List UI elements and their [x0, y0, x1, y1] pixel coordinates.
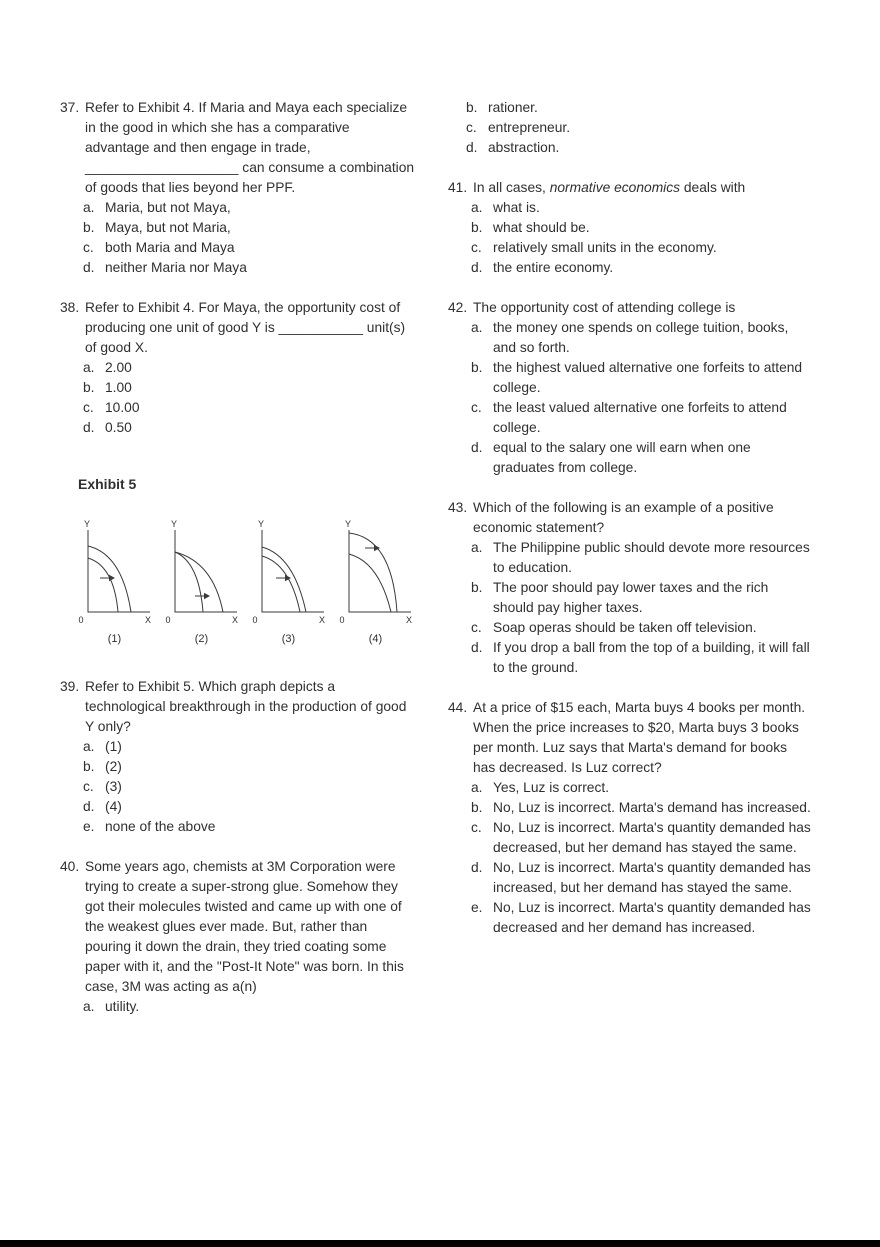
answer-option-d	[466, 138, 812, 158]
option-letter: b.	[471, 800, 483, 815]
option-letter: c.	[466, 120, 477, 135]
ppf-graph-1	[74, 518, 155, 649]
option-letter: a.	[471, 200, 483, 215]
answer-options	[83, 198, 416, 278]
option-text: Yes, Luz is correct.	[493, 780, 610, 795]
option-text: neither Maria nor Maya	[105, 260, 247, 275]
answer-option-c	[471, 398, 812, 438]
answer-option-b	[471, 358, 812, 398]
answer-option-d	[83, 418, 416, 438]
option-text: No, Luz is incorrect. Marta's quantity demanded has decreased, but her demand has stayed the same.	[493, 820, 811, 855]
answer-option-d	[83, 258, 416, 278]
scan-bottom-edge	[0, 1240, 880, 1247]
answer-option-a	[471, 778, 812, 798]
y-axis-label: Y	[344, 519, 352, 529]
origin-label: 0	[252, 615, 258, 625]
shift-arrow-head	[204, 593, 210, 599]
question-text	[85, 98, 416, 198]
question-text-segment: Refer to Exhibit 4. If Maria and Maya each specialize in the good in which she has a comparative advantage and then engage in trade, ____________________ can consume a combination of goods that lies beyond her PPF.	[85, 100, 415, 195]
ppf-graph-canvas	[74, 518, 154, 626]
answer-options	[466, 98, 812, 158]
origin-label: 0	[339, 615, 345, 625]
question-text	[473, 698, 812, 778]
option-text: No, Luz is incorrect. Marta's quantity demanded has increased, but her demand has stayed the same.	[493, 860, 811, 895]
answer-options	[471, 198, 812, 278]
option-text: If you drop a ball from the top of a building, it will fall to the ground.	[493, 640, 810, 675]
option-text: Maya, but not Maria,	[105, 220, 231, 235]
question-44	[448, 698, 812, 938]
ppf-graph-3	[248, 518, 329, 649]
answer-option-b	[471, 578, 812, 618]
option-letter: e.	[471, 900, 483, 915]
question-number: 37.	[60, 100, 80, 115]
question-number: 44.	[448, 700, 468, 715]
x-axis-label: X	[144, 615, 152, 625]
option-text: No, Luz is incorrect. Marta's quantity demanded has decreased and her demand has increased.	[493, 900, 811, 935]
option-letter: b.	[471, 580, 483, 595]
left-column	[60, 98, 416, 1037]
option-letter: c.	[471, 400, 482, 415]
ppf-graph-canvas	[161, 518, 241, 626]
question-41	[448, 178, 812, 278]
answer-option-d	[471, 438, 812, 478]
options-continuation	[468, 98, 812, 158]
answer-option-d	[471, 258, 812, 278]
option-letter: b.	[83, 220, 95, 235]
option-text: rationer.	[488, 100, 538, 115]
answer-option-a	[83, 198, 416, 218]
graph-caption: (1)	[107, 633, 122, 645]
answer-option-c	[83, 398, 416, 418]
option-text: (3)	[105, 779, 122, 794]
answer-option-a	[83, 358, 416, 378]
exhibit-title: Exhibit 5	[78, 476, 137, 492]
ppf-curve-original	[262, 556, 300, 612]
x-axis-label: X	[318, 615, 326, 625]
answer-option-c	[83, 777, 416, 797]
answer-option-c	[471, 818, 812, 858]
answer-option-d	[471, 638, 812, 678]
question-number: 39.	[60, 679, 80, 694]
option-letter: d.	[471, 440, 483, 455]
ppf-curve-shifted	[349, 533, 397, 612]
option-text: Maria, but not Maya,	[105, 200, 231, 215]
question-42	[448, 298, 812, 478]
option-letter: c.	[471, 240, 482, 255]
option-text: utility.	[105, 999, 140, 1014]
question-number: 40.	[60, 859, 80, 874]
question-body	[85, 677, 416, 837]
option-letter: d.	[83, 420, 95, 435]
question-number: 41.	[448, 180, 468, 195]
answer-option-c	[471, 238, 812, 258]
question-body	[85, 857, 416, 1017]
option-letter: a.	[471, 320, 483, 335]
answer-option-b	[83, 378, 416, 398]
option-text: equal to the salary one will earn when one graduates from college.	[493, 440, 751, 475]
ppf-graph-2	[161, 518, 242, 649]
question-text-segment: Refer to Exhibit 4. For Maya, the opportunity cost of producing one unit of good Y is ___________ unit(s) of good X.	[85, 300, 406, 355]
ppf-curve-shifted	[262, 547, 306, 612]
ppf-curve-original	[349, 554, 391, 612]
option-text: 2.00	[105, 360, 132, 375]
answer-options	[83, 737, 416, 837]
option-text: what is.	[493, 200, 540, 215]
option-letter: b.	[466, 100, 478, 115]
answer-option-e	[471, 898, 812, 938]
shift-arrow-head	[109, 575, 115, 581]
option-letter: b.	[83, 380, 95, 395]
question-text	[473, 178, 812, 198]
option-text: (1)	[105, 739, 122, 754]
option-letter: d.	[471, 860, 483, 875]
answer-option-e	[83, 817, 416, 837]
option-text: 0.50	[105, 420, 132, 435]
option-letter: a.	[83, 360, 95, 375]
option-text: 10.00	[105, 400, 140, 415]
question-number: 42.	[448, 300, 468, 315]
option-text: The poor should pay lower taxes and the rich should pay higher taxes.	[493, 580, 769, 615]
y-axis-label: Y	[170, 519, 178, 529]
x-axis-label: X	[231, 615, 239, 625]
option-text: relatively small units in the economy.	[493, 240, 717, 255]
question-body	[473, 298, 812, 478]
question-38	[60, 298, 416, 438]
option-letter: a.	[471, 780, 483, 795]
option-letter: a.	[471, 540, 483, 555]
option-text: (4)	[105, 799, 122, 814]
answer-options	[83, 358, 416, 438]
question-text-segment: The opportunity cost of attending college is	[473, 300, 736, 315]
answer-option-b	[83, 218, 416, 238]
option-text: No, Luz is incorrect. Marta's demand has increased.	[493, 800, 811, 815]
question-text-segment: Refer to Exhibit 5. Which graph depicts a technological breakthrough in the production of good Y only?	[85, 679, 407, 734]
question-text-italic-segment: normative economics	[549, 180, 681, 195]
answer-option-a	[471, 198, 812, 218]
option-letter: c.	[83, 240, 94, 255]
option-text: 1.00	[105, 380, 132, 395]
answer-option-d	[471, 858, 812, 898]
ppf-graph-canvas	[248, 518, 328, 626]
question-text	[85, 857, 416, 997]
question-text-segment: At a price of $15 each, Marta buys 4 books per month. When the price increases to $20, Marta buys 3 books per month. Luz says that Marta's demand for books has decreased. Is Luz correct?	[473, 700, 806, 775]
option-text: entrepreneur.	[488, 120, 571, 135]
axes	[262, 530, 324, 612]
question-text	[473, 498, 812, 538]
option-text: the entire economy.	[493, 260, 614, 275]
right-column	[448, 98, 812, 958]
answer-option-c	[471, 618, 812, 638]
option-text: the money one spends on college tuition, books, and so forth.	[493, 320, 789, 355]
question-body	[85, 98, 416, 278]
option-letter: d.	[471, 260, 483, 275]
option-letter: c.	[471, 820, 482, 835]
question-body	[473, 178, 812, 278]
option-letter: d.	[466, 140, 478, 155]
answer-option-c	[466, 118, 812, 138]
origin-label: 0	[78, 615, 84, 625]
option-text: the least valued alternative one forfeits to attend college.	[493, 400, 787, 435]
exhibit-graphs	[74, 518, 416, 649]
option-letter: a.	[83, 739, 95, 754]
answer-option-a	[471, 318, 812, 358]
axes	[175, 530, 237, 612]
shift-arrow-head	[285, 575, 291, 581]
answer-option-a	[83, 997, 416, 1017]
graph-caption: (2)	[194, 633, 209, 645]
question-body	[473, 698, 812, 938]
exhibit-5	[60, 474, 416, 649]
option-text: The Philippine public should devote more resources to education.	[493, 540, 810, 575]
answer-option-b	[83, 757, 416, 777]
y-axis-label: Y	[257, 519, 265, 529]
option-text: Soap operas should be taken off television.	[493, 620, 757, 635]
answer-option-d	[83, 797, 416, 817]
option-letter: b.	[471, 220, 483, 235]
question-text	[85, 298, 416, 358]
ppf-graph-canvas	[335, 518, 415, 626]
axes	[349, 530, 411, 612]
option-text: both Maria and Maya	[105, 240, 235, 255]
question-40	[60, 857, 416, 1017]
answer-options	[83, 997, 416, 1017]
graph-caption: (3)	[281, 633, 296, 645]
answer-option-c	[83, 238, 416, 258]
ppf-curve-shifted	[175, 552, 223, 612]
option-letter: c.	[471, 620, 482, 635]
question-text	[85, 677, 416, 737]
option-text: none of the above	[105, 819, 216, 834]
question-text	[473, 298, 812, 318]
ppf-curve-original	[175, 552, 203, 612]
option-letter: d.	[83, 260, 95, 275]
question-text-segment: Some years ago, chemists at 3M Corporation were trying to create a super-strong glue. Somehow they got their molecules twisted and came up with one of the weakest glues ever made. But, rather than pouring it down the drain, they tried coating some paper with it, and the "Post-It Note" was born. In this case, 3M was acting as a(n)	[85, 859, 404, 994]
option-letter: c.	[83, 400, 94, 415]
option-text: what should be.	[493, 220, 590, 235]
graph-caption: (4)	[368, 633, 383, 645]
question-body	[473, 498, 812, 678]
option-text: the highest valued alternative one forfeits to attend college.	[493, 360, 803, 395]
answer-options	[471, 538, 812, 678]
question-number: 43.	[448, 500, 468, 515]
option-text: abstraction.	[488, 140, 560, 155]
option-letter: b.	[471, 360, 483, 375]
option-letter: e.	[83, 819, 95, 834]
question-37	[60, 98, 416, 278]
origin-label: 0	[165, 615, 171, 625]
x-axis-label: X	[405, 615, 413, 625]
answer-option-b	[471, 218, 812, 238]
ppf-graph-4	[335, 518, 416, 649]
question-text-segment: deals with	[680, 180, 746, 195]
option-letter: d.	[471, 640, 483, 655]
option-letter: c.	[83, 779, 94, 794]
question-39	[60, 677, 416, 837]
answer-option-a	[83, 737, 416, 757]
question-43	[448, 498, 812, 678]
option-letter: b.	[83, 759, 95, 774]
question-text-segment: In all cases,	[473, 180, 550, 195]
option-text: (2)	[105, 759, 122, 774]
y-axis-label: Y	[83, 519, 91, 529]
option-letter: a.	[83, 999, 95, 1014]
answer-options	[471, 778, 812, 938]
answer-option-b	[471, 798, 812, 818]
question-text-segment: Which of the following is an example of a positive economic statement?	[473, 500, 774, 535]
answer-option-b	[466, 98, 812, 118]
option-letter: a.	[83, 200, 95, 215]
answer-options	[471, 318, 812, 478]
answer-option-a	[471, 538, 812, 578]
question-body	[85, 298, 416, 438]
ppf-curve-original	[88, 558, 118, 612]
option-letter: d.	[83, 799, 95, 814]
question-number: 38.	[60, 300, 80, 315]
